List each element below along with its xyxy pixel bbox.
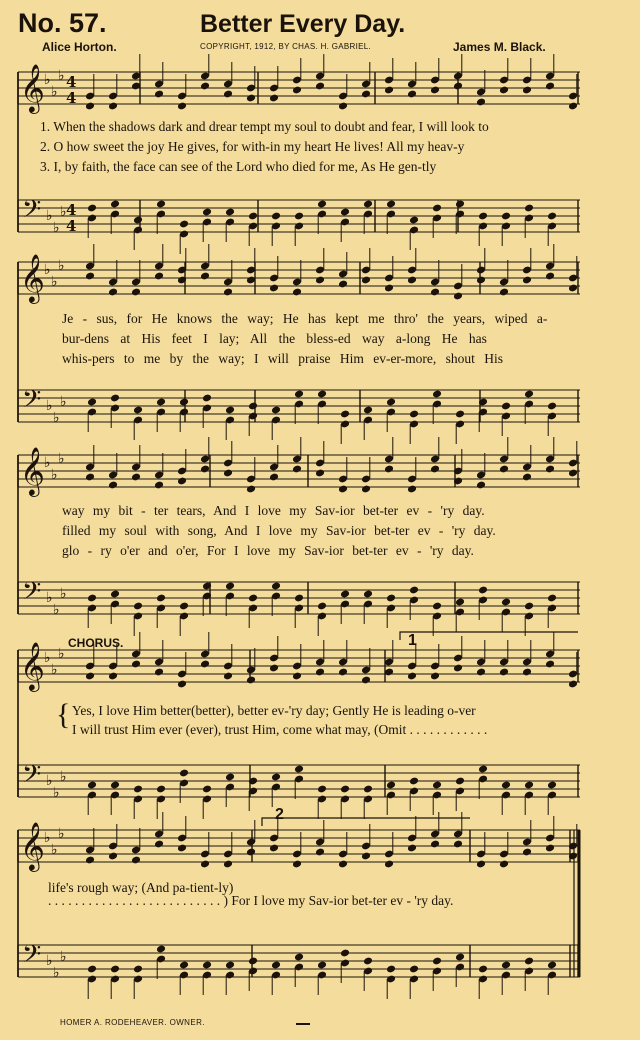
chorus-line-3b: . . . . . . . . . . . . . . . . . . . . . . . . . . ) For I love my Sav-ior bet-ter ev - 'ry day. — [48, 893, 454, 908]
svg-text:♭: ♭ — [53, 602, 60, 618]
lyricist-credit: Alice Horton. — [42, 40, 117, 54]
svg-text:♭: ♭ — [51, 467, 58, 483]
verse-2-line-3: filled my soul with song, And I love my Sav-ior bet-ter ev - 'ry day. — [62, 523, 496, 538]
svg-text:𝄞: 𝄞 — [20, 641, 45, 690]
verse-3-line-2: whis-pers to me by the way; I will praise Him ev-er-more, shout His — [62, 351, 504, 366]
svg-text:♭: ♭ — [51, 84, 58, 100]
svg-text:♭: ♭ — [58, 451, 65, 467]
svg-text:♭: ♭ — [53, 220, 60, 236]
svg-text:♭: ♭ — [58, 258, 65, 274]
svg-text:♭: ♭ — [44, 262, 51, 278]
verse-2-line-1: 2. O how sweet the joy He gives, for with-in my heart He lives! All my heav-y — [40, 139, 465, 154]
hymn-number: No. 57. — [18, 8, 107, 38]
svg-text:♭: ♭ — [46, 208, 53, 224]
svg-text:𝄢: 𝄢 — [22, 577, 42, 612]
first-ending-mark: 1 — [408, 632, 417, 649]
chorus-brace: { — [56, 698, 71, 731]
svg-text:♭: ♭ — [60, 204, 67, 220]
footer-dash — [296, 1023, 310, 1025]
composer-credit: James M. Black. — [453, 40, 546, 54]
svg-text:𝄞: 𝄞 — [20, 253, 45, 302]
verse-2-line-2: bur-dens at His feet I lay; All the bless-ed way a-long He has — [62, 331, 487, 346]
svg-text:♭: ♭ — [51, 274, 58, 290]
svg-text:♭: ♭ — [58, 646, 65, 662]
svg-text:♭: ♭ — [46, 398, 53, 414]
second-ending-mark: 2 — [275, 806, 284, 823]
svg-text:𝄞: 𝄞 — [20, 446, 45, 495]
svg-text:♭: ♭ — [46, 590, 53, 606]
svg-text:♭: ♭ — [51, 662, 58, 678]
svg-text:♭: ♭ — [46, 953, 53, 969]
svg-text:♭: ♭ — [46, 773, 53, 789]
svg-text:𝄢: 𝄢 — [22, 940, 42, 975]
svg-text:♭: ♭ — [51, 842, 58, 858]
svg-text:4: 4 — [66, 89, 77, 107]
copyright-notice: COPYRIGHT, 1912, BY CHAS. H. GABRIEL. — [200, 42, 372, 51]
chorus-line-3a: life's rough way; (And pa-tient-ly) — [48, 880, 234, 895]
svg-text:♭: ♭ — [44, 455, 51, 471]
svg-text:♭: ♭ — [60, 586, 67, 602]
svg-text:♭: ♭ — [53, 410, 60, 426]
svg-text:4: 4 — [66, 73, 77, 91]
svg-text:♭: ♭ — [60, 394, 67, 410]
chorus-line-1: Yes, I love Him better(better), better ev-'ry day; Gently He is leading o-ver — [72, 703, 476, 718]
svg-text:𝄢: 𝄢 — [22, 760, 42, 795]
chorus-label: CHORUS. — [68, 636, 124, 650]
svg-text:𝄢: 𝄢 — [22, 195, 42, 230]
svg-text:♭: ♭ — [60, 949, 67, 965]
owner-credit: HOMER A. RODEHEAVER. OWNER. — [60, 1018, 205, 1027]
verse-3-line-3: glo - ry o'er and o'er, For I love my Sav-ior bet-ter ev - 'ry day. — [62, 543, 474, 558]
chorus-line-2: I will trust Him ever (ever), trust Him, come what may, (Omit . . . . . . . . . . . . — [72, 722, 488, 737]
svg-text:♭: ♭ — [58, 68, 65, 84]
svg-text:♭: ♭ — [44, 72, 51, 88]
svg-text:♭: ♭ — [53, 785, 60, 801]
svg-text:𝄞: 𝄞 — [20, 821, 45, 870]
svg-text:♭: ♭ — [44, 650, 51, 666]
svg-text:4: 4 — [66, 217, 77, 235]
svg-text:♭: ♭ — [44, 830, 51, 846]
verse-1-line-2: Je - sus, for He knows the way; He has kept me thro' the years, wiped a- — [62, 311, 548, 326]
verse-1-line-1: 1. When the shadows dark and drear tempt my soul to doubt and fear, I will look to — [40, 119, 489, 134]
svg-text:4: 4 — [66, 201, 77, 219]
verse-3-line-1: 3. I, by faith, the face can see of the Lord who died for me, As He gen-tly — [40, 159, 437, 174]
svg-text:𝄞: 𝄞 — [20, 63, 45, 112]
verse-1-line-3: way my bit - ter tears, And I love my Sav-ior bet-ter ev - 'ry day. — [62, 503, 485, 518]
hymn-title: Better Every Day. — [200, 10, 406, 38]
svg-text:𝄢: 𝄢 — [22, 385, 42, 420]
svg-text:♭: ♭ — [58, 826, 65, 842]
svg-text:♭: ♭ — [60, 769, 67, 785]
svg-text:♭: ♭ — [53, 965, 60, 981]
